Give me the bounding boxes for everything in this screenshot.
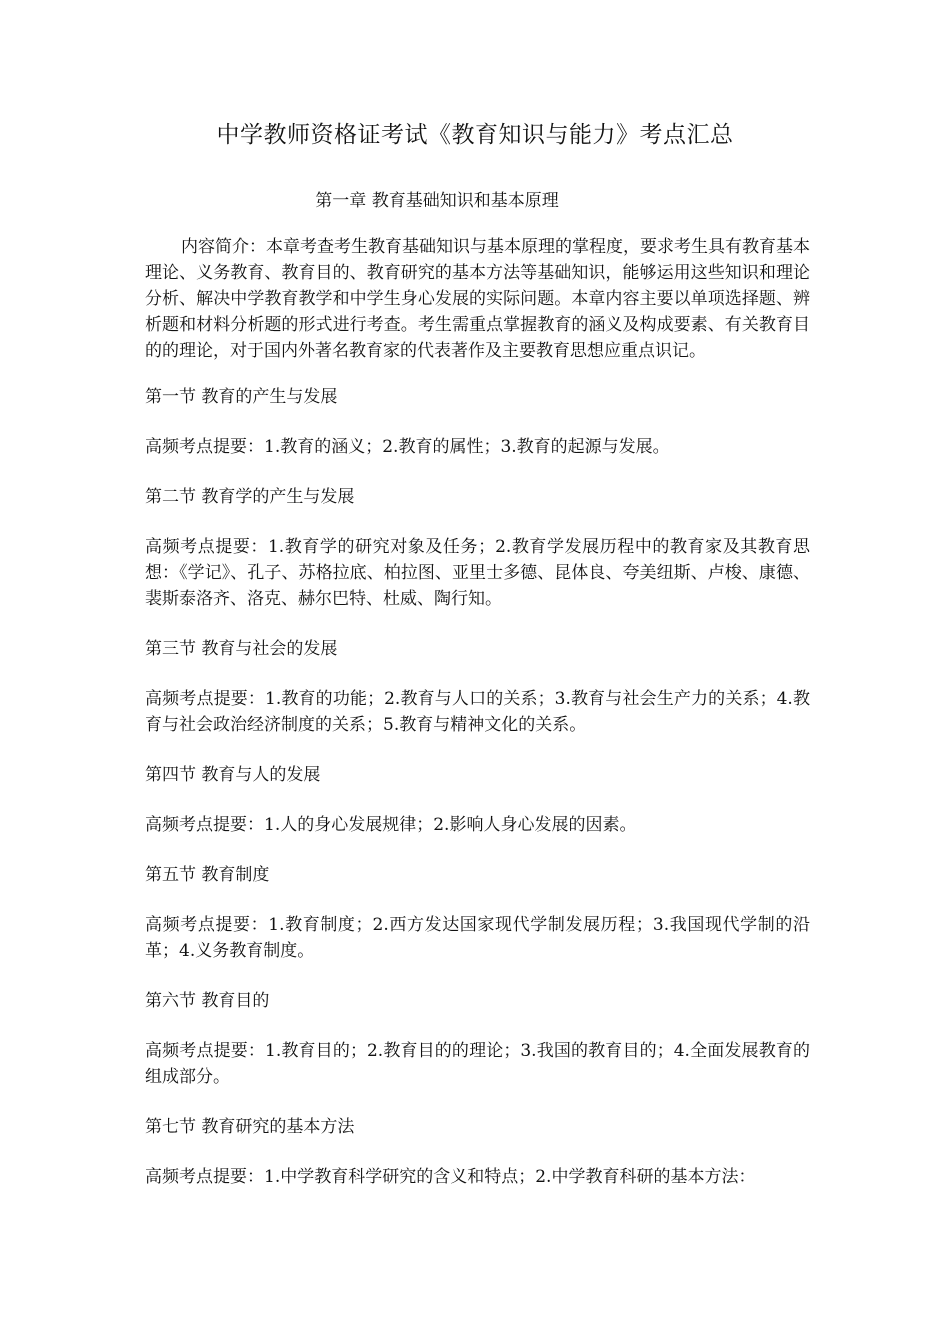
section-title: 第六节 教育目的 xyxy=(145,991,270,1011)
section-key-points: 高频考点提要：1.教育的功能；2.教育与人口的关系；3.教育与社会生产力的关系；4.教育与社会政治经济制度的关系；5.教育与精神文化的关系。 xyxy=(145,689,810,735)
section-7 xyxy=(145,1114,810,1190)
chapter-intro: 内容简介：本章考查考生教育基础知识与基本原理的掌程度，要求考生具有教育基本理论、义务教育、教育目的、教育研究的基本方法等基础知识，能够运用这些知识和理论分析、解决中学教育教学和中学生身心发展的实际问题。本章内容主要以单项选择题、辨析题和材料分析题的形式进行考查。考生需重点掌握教育的涵义及构成要素、有关教育目的的理论，对于国内外著名教育家的代表著作及主要教育思想应重点识记。 xyxy=(145,237,810,361)
section-title: 第七节 教育研究的基本方法 xyxy=(145,1117,355,1137)
document-body xyxy=(145,234,810,1214)
section-3 xyxy=(145,636,810,738)
section-key-points: 高频考点提要：1.人的身心发展规律；2.影响人身心发展的因素。 xyxy=(145,815,637,835)
section-key-points: 高频考点提要：1.教育目的；2.教育目的的理论；3.我国的教育目的；4.全面发展教育的组成部分。 xyxy=(145,1041,810,1087)
section-title: 第四节 教育与人的发展 xyxy=(145,765,321,785)
section-title: 第二节 教育学的产生与发展 xyxy=(145,487,355,507)
chapter-title: 第一章 教育基础知识和基本原理 xyxy=(315,191,559,211)
section-key-points: 高频考点提要：1.教育制度；2.西方发达国家现代学制发展历程；3.我国现代学制的沿革；4.义务教育制度。 xyxy=(145,915,810,961)
section-1 xyxy=(145,384,810,460)
section-title: 第三节 教育与社会的发展 xyxy=(145,639,338,659)
document-title: 中学教师资格证考试《教育知识与能力》考点汇总 xyxy=(216,122,734,148)
section-title: 第一节 教育的产生与发展 xyxy=(145,387,338,407)
section-key-points: 高频考点提要：1.教育学的研究对象及任务；2.教育学发展历程中的教育家及其教育思想：《学记》、孔子、苏格拉底、柏拉图、亚里士多德、昆体良、夸美纽斯、卢梭、康德、裴斯泰洛齐、洛克、赫尔巴特、杜威、陶行知。 xyxy=(145,537,810,609)
section-title: 第五节 教育制度 xyxy=(145,865,270,885)
section-4 xyxy=(145,762,810,838)
section-key-points: 高频考点提要：1.教育的涵义；2.教育的属性；3.教育的起源与发展。 xyxy=(145,437,670,457)
section-key-points: 高频考点提要：1.中学教育科学研究的含义和特点；2.中学教育科研的基本方法： xyxy=(145,1167,756,1187)
section-6 xyxy=(145,988,810,1090)
section-5 xyxy=(145,862,810,964)
section-2 xyxy=(145,484,810,612)
